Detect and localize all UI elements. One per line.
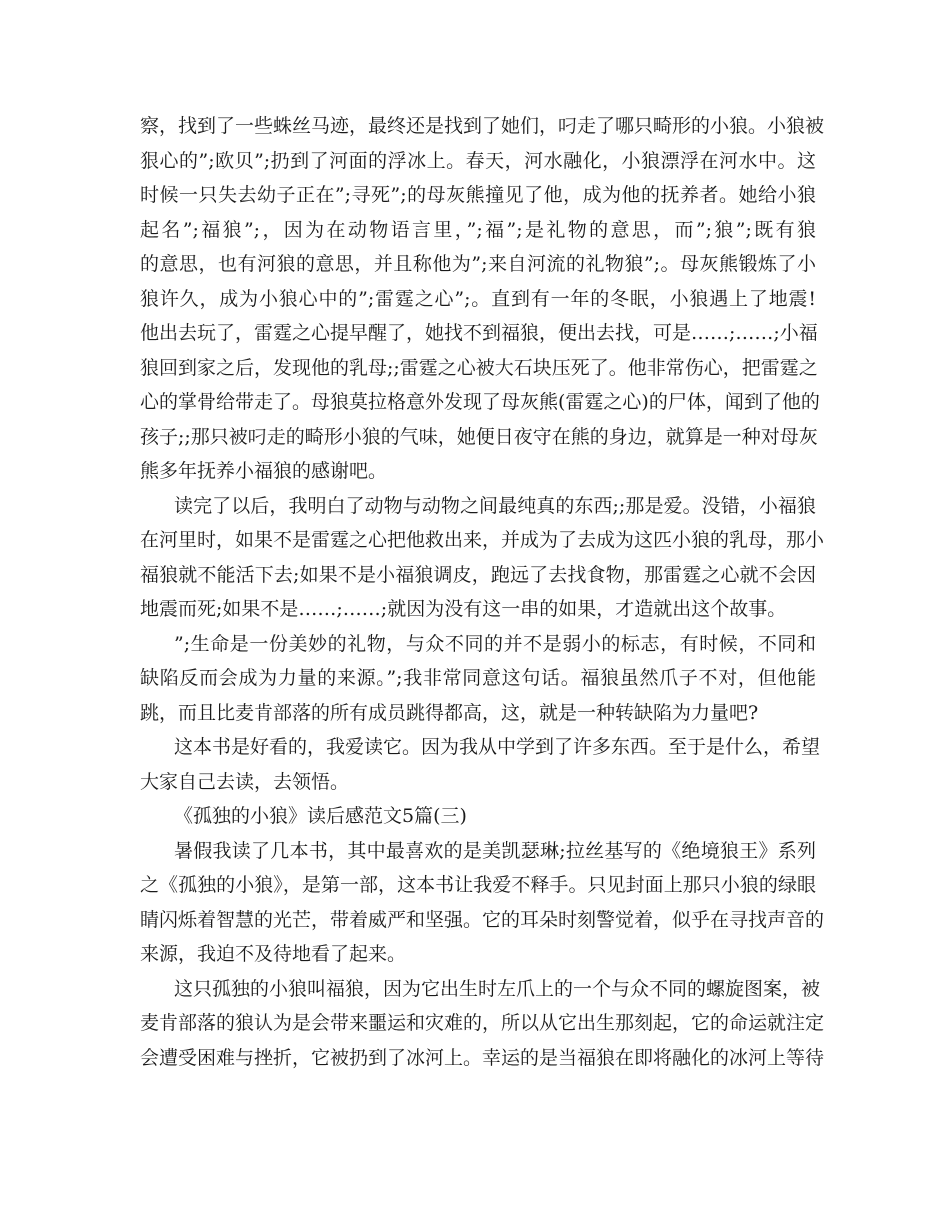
text-line: 之《孤独的小狼》，是第一部，这本书让我爱不释手。只见封面上那只小狼的绿眼 xyxy=(140,874,816,896)
text-line: 来源，我迫不及待地看了起来。 xyxy=(140,943,407,965)
text-line: 会遭受困难与挫折，它被扔到了冰河上。幸运的是当福狼在即将融化的冰河上等待 xyxy=(140,1046,825,1069)
text-line: 察，找到了一些蛛丝马迹，最终还是找到了她们，叼走了哪只畸形的小狼。小狼被 xyxy=(140,115,825,137)
document-body xyxy=(140,109,825,1075)
paragraph-first-line: 暑假我读了几本书，其中最喜欢的是美凯瑟琳;拉丝基写的《绝境狼王》系列 xyxy=(174,839,816,862)
text-line: 熊多年抚养小福狼的感谢吧。 xyxy=(140,460,388,482)
text-line: 的意思，也有河狼的意思，并且称他为”;来自河流的礼物狼”;。母灰熊锻炼了小 xyxy=(140,253,816,275)
paragraph-first-line: 读完了以后，我明白了动物与动物之间最纯真的东西;;那是爱。没错，小福狼 xyxy=(174,494,816,517)
section-heading: 《孤独的小狼》读后感范文5篇(三) xyxy=(174,805,467,827)
text-line: 时候一只失去幼子正在”;寻死”;的母灰熊撞见了他，成为他的抚养者。她给小狼 xyxy=(140,184,816,206)
text-line: 狼许久，成为小狼心中的”;雷霆之心”;。直到有一年的冬眠，小狼遇上了地震! xyxy=(140,287,816,310)
paragraph-first-line: ”;生命是一份美妙的礼物，与众不同的并不是弱小的标志，有时候，不同和 xyxy=(174,632,816,655)
text-line: 心的掌骨给带走了。母狼莫拉格意外发现了母灰熊(雷霆之心)的尸体，闻到了他的 xyxy=(140,391,820,413)
text-line: 缺陷反而会成为力量的来源。”;我非常同意这句话。福狼虽然爪子不对，但他能 xyxy=(140,667,816,689)
text-line: 大家自己去读，去领悟。 xyxy=(140,770,350,793)
text-line: 狼回到家之后，发现他的乳母;;雷霆之心被大石块压死了。他非常伤心，把雷霆之 xyxy=(140,356,818,379)
paragraph-first-line: 这只孤独的小狼叫福狼，因为它出生时左爪上的一个与众不同的螺旋图案，被 xyxy=(174,977,821,1000)
text-line: 福狼就不能活下去;如果不是小福狼调皮，跑远了去找食物，那雷霆之心就不会因 xyxy=(140,563,816,586)
text-line: 麦肯部落的狼认为是会带来噩运和灾难的，所以从它出生那刻起，它的命运就注定 xyxy=(140,1012,825,1034)
text-line: 孩子;;那只被叼走的畸形小狼的气味，她便日夜守在熊的身边，就算是一种对母灰 xyxy=(140,425,818,448)
text-line: 地震而死;如果不是……;……;就因为没有这一串的如果，才造就出这个故事。 xyxy=(140,598,787,620)
text-line: 起名”;福狼”;，因为在动物语言里，”;福”;是礼物的意思，而”;狼”;既有狼 xyxy=(140,218,816,241)
text-line: 狠心的”;欧贝”;扔到了河面的浮冰上。春天，河水融化，小狼漂浮在河水中。这 xyxy=(140,149,816,172)
paragraph-first-line: 这本书是好看的，我爱读它。因为我从中学到了许多东西。至于是什么，希望 xyxy=(174,736,821,758)
text-line: 睛闪烁着智慧的光芒，带着威严和坚强。它的耳朵时刻警觉着，似乎在寻找声音的 xyxy=(140,908,825,931)
text-line: 在河里时，如果不是雷霆之心把他救出来，并成为了去成为这匹小狼的乳母，那小 xyxy=(140,529,825,551)
text-line: 他出去玩了，雷霆之心提早醒了，她找不到福狼，便出去找，可是……;……;小福 xyxy=(140,322,818,344)
text-line: 跳，而且比麦肯部落的所有成员跳得都高，这，就是一种转缺陷为力量吧? xyxy=(140,701,759,724)
